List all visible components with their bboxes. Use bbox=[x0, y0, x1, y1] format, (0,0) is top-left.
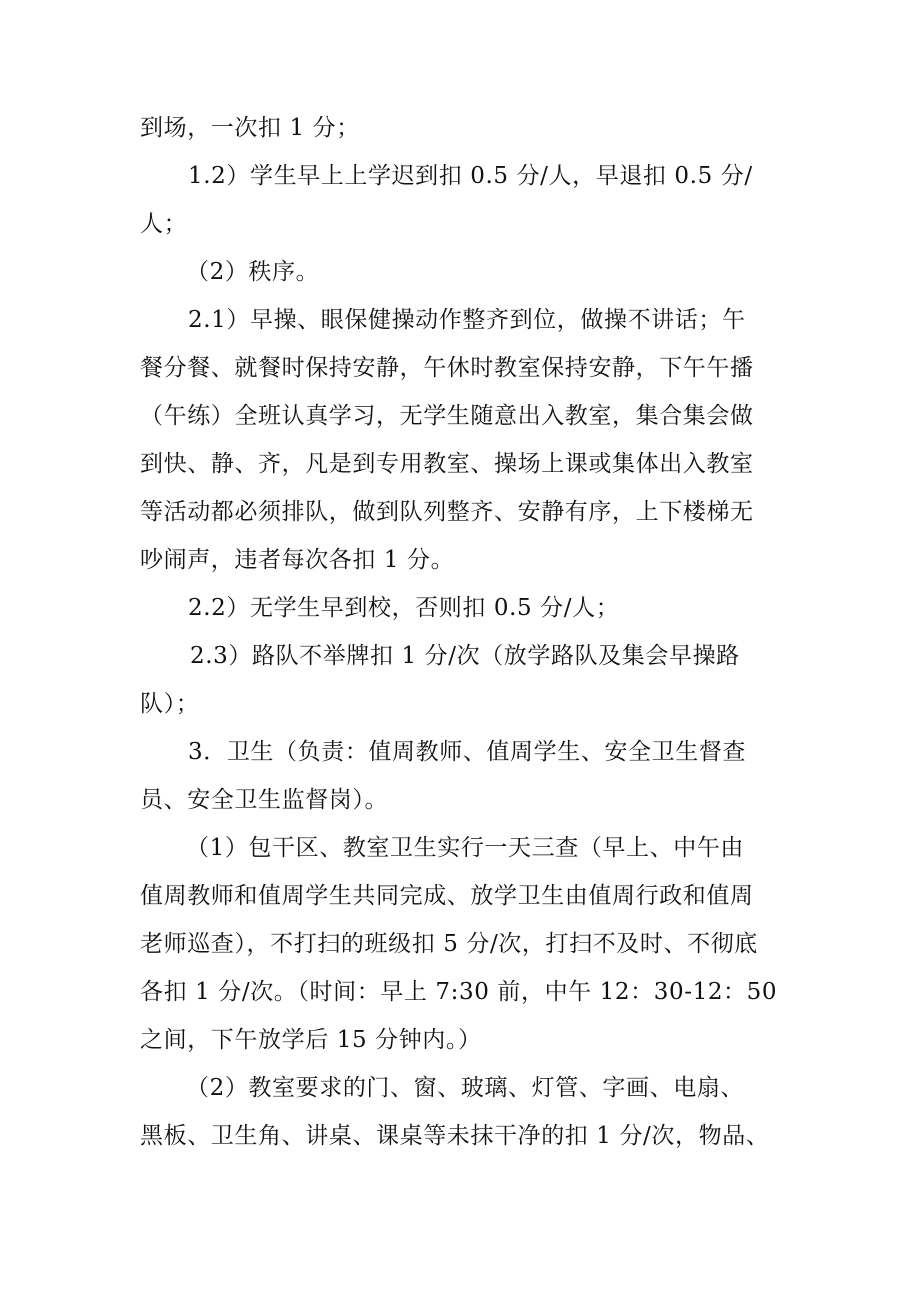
text-line-8: 到快、静、齐，凡是到专用教室、操场上课或集体出入教室 bbox=[140, 451, 754, 477]
text-line-17: 值周教师和值周学生共同完成、放学卫生由值周行政和值周 bbox=[140, 883, 754, 909]
text-line-7: （午练）全班认真学习，无学生随意出入教室，集合集会做 bbox=[140, 403, 754, 429]
text-line-2: 1.2）学生早上上学迟到扣 0.5 分/人，早退扣 0.5 分/ bbox=[188, 163, 753, 189]
text-line-21: （2）教室要求的门、窗、玻璃、灯管、字画、电扇、 bbox=[186, 1075, 745, 1101]
text-line-20: 之间，下午放学后 15 分钟内。） bbox=[140, 1027, 482, 1053]
text-line-14: 3．卫生（负责：值周教师、值周学生、安全卫生督查 bbox=[188, 739, 747, 765]
text-line-15: 员、安全卫生监督岗）。 bbox=[140, 787, 389, 813]
text-line-10: 吵闹声，违者每次各扣 1 分。 bbox=[140, 547, 455, 573]
text-line-1: 到场，一次扣 1 分； bbox=[140, 115, 360, 141]
text-line-5: 2.1）早操、眼保健操动作整齐到位，做操不讲话；午 bbox=[188, 307, 746, 333]
text-line-12: 2.3）路队不举牌扣 1 分/次（放学路队及集会早操路 bbox=[190, 643, 740, 669]
text-line-18: 老师巡查），不打扫的班级扣 5 分/次，打扫不及时、不彻底 bbox=[140, 931, 758, 957]
text-line-6: 餐分餐、就餐时保持安静，午休时教室保持安静，下午午播 bbox=[140, 355, 754, 381]
text-line-13: 队）； bbox=[140, 691, 200, 717]
text-line-19: 各扣 1 分/次。（时间：早上 7:30 前，中午 12：30-12：50 bbox=[140, 979, 778, 1005]
text-line-16: （1）包干区、教室卫生实行一天三查（早上、中午由 bbox=[186, 835, 745, 861]
text-line-11: 2.2）无学生早到校，否则扣 0.5 分/人； bbox=[188, 595, 620, 621]
text-line-3: 人； bbox=[140, 211, 188, 237]
text-line-9: 等活动都必须排队，做到队列整齐、安静有序，上下楼梯无 bbox=[140, 499, 754, 525]
text-line-4: （2）秩序。 bbox=[186, 259, 320, 285]
text-line-22: 黑板、卫生角、讲桌、课桌等未抹干净的扣 1 分/次，物品、 bbox=[140, 1123, 770, 1149]
